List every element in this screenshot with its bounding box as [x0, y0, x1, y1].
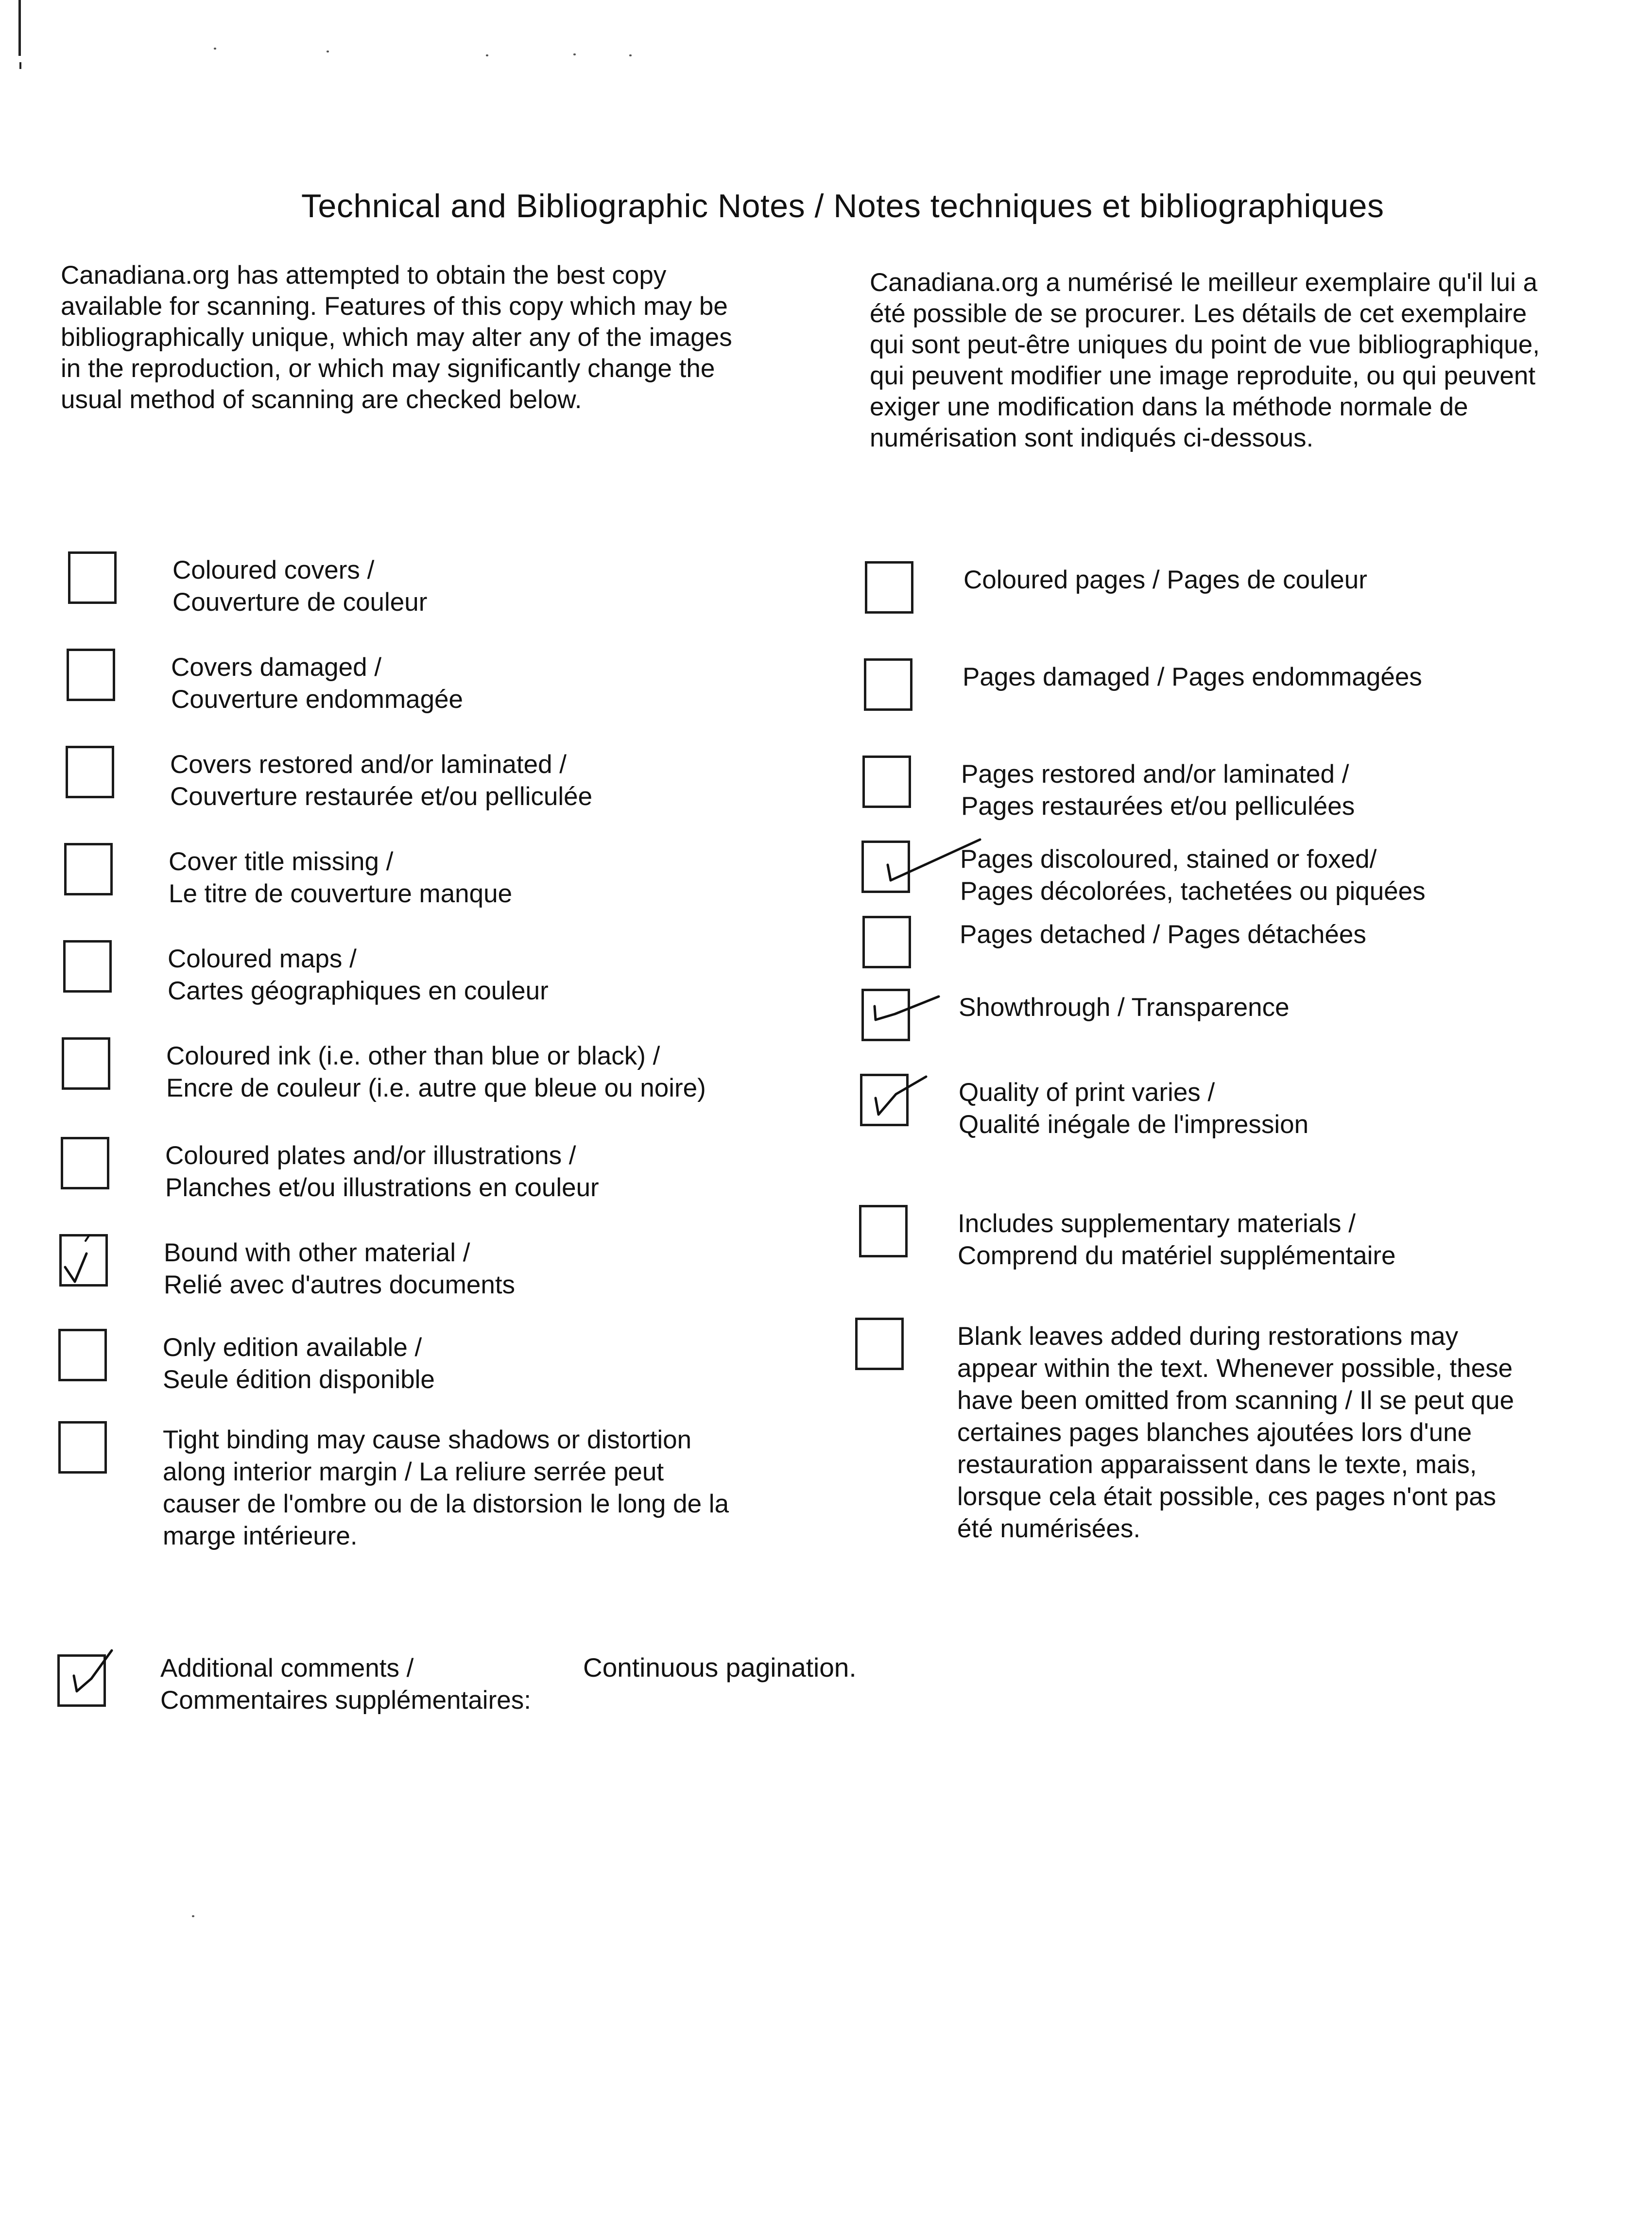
checklist-label: Coloured ink (i.e. other than blue or black) / Encre de couleur (i.e. autre que bleue ou noire) — [166, 1042, 706, 1102]
checkbox[interactable] — [68, 551, 117, 604]
checkmark-icon — [859, 831, 970, 899]
checkbox[interactable] — [855, 1318, 904, 1370]
checklist-label: Includes supplementary materials / Comprend du matériel supplémentaire — [958, 1209, 1396, 1270]
checklist-label: Pages discoloured, stained or foxed/ Pages décolorées, tachetées ou piquées — [960, 845, 1426, 906]
checklist-label: Coloured plates and/or illustrations / Planches et/ou illustrations en couleur — [165, 1141, 599, 1202]
scan-edge-mark — [19, 62, 21, 69]
checklist-label: Blank leaves added during restorations may appear within the text. Whenever possible, these have been omitted from scanning / Il se peut que certaines pages blanches ajoutées lors d'une restauration apparaissent dans le texte, mais, lorsque cela était possible, ces pages n'ont pas été numérisées. — [957, 1322, 1514, 1543]
scan-speck — [192, 1915, 194, 1917]
checklist-label: Covers damaged / Couverture endommagée — [171, 653, 464, 714]
page-title: Technical and Bibliographic Notes / Notes techniques et bibliographiques — [301, 188, 1384, 224]
checkbox[interactable] — [67, 649, 115, 701]
checkbox[interactable] — [862, 756, 911, 808]
scan-speck — [214, 48, 216, 50]
checklist-label: Quality of print varies / Qualité inégale de l'impression — [959, 1078, 1309, 1139]
checkmark-icon — [54, 1645, 127, 1713]
checklist-label: Showthrough / Transparence — [959, 993, 1290, 1022]
checklist-label: Cover title missing / Le titre de couverture manque — [169, 847, 513, 908]
checklist-label: Only edition available / Seule édition disponible — [163, 1333, 435, 1394]
checkbox[interactable] — [864, 658, 912, 711]
intro-english: Canadiana.org has attempted to obtain the best copy available for scanning. Features of this copy which may be bibliographically unique, which may alter any of the images in the reproduction, or which may significantly change the usual method of scanning are checked below. — [61, 261, 732, 414]
checklist-label: Tight binding may cause shadows or distortion along interior margin / La reliure serrée peut causer de l'ombre ou de la distorsion le long de la marge intérieure. — [163, 1425, 729, 1550]
checkbox[interactable] — [66, 746, 114, 798]
checkbox[interactable] — [62, 1037, 110, 1090]
checklist-label: Pages detached / Pages détachées — [960, 920, 1366, 949]
checkbox[interactable] — [61, 1137, 109, 1189]
checkbox[interactable] — [58, 1421, 107, 1474]
scan-speck — [486, 54, 488, 56]
checklist-label: Pages restored and/or laminated / Pages restaurées et/ou pelliculées — [961, 760, 1355, 821]
additional-comments-label: Additional comments / Commentaires supplémentaires: — [160, 1654, 531, 1715]
additional-comments-value: Continuous pagination. — [583, 1652, 857, 1683]
checkbox[interactable] — [865, 561, 913, 614]
checkmark-icon — [859, 979, 946, 1047]
checklist-label: Coloured maps / Cartes géographiques en couleur — [168, 944, 549, 1005]
checkmark-icon — [857, 1064, 940, 1132]
checkbox[interactable] — [63, 940, 112, 993]
scan-speck — [573, 53, 576, 55]
checkbox[interactable] — [862, 916, 911, 968]
scan-speck — [327, 51, 329, 52]
checklist-label: Coloured pages / Pages de couleur — [964, 566, 1367, 594]
intro-french: Canadiana.org a numérisé le meilleur exemplaire qu'il lui a été possible de se procurer. Les détails de cet exemplaire qui sont peut-être uniques du point de vue bibliographique, qui peuvent modifier une image reproduite, ou qui peuvent exiger une modification dans la méthode normale de numérisation sont indiqués ci-dessous. — [870, 268, 1540, 452]
scan-speck — [629, 54, 632, 56]
checkbox[interactable] — [859, 1205, 908, 1257]
checkmark-icon — [56, 1224, 129, 1292]
checkbox[interactable] — [58, 1329, 107, 1381]
checklist-label: Bound with other material / Relié avec d'autres documents — [164, 1238, 516, 1299]
checklist-label: Pages damaged / Pages endommagées — [963, 663, 1422, 691]
checkbox[interactable] — [64, 843, 113, 895]
scan-edge-mark — [18, 0, 21, 56]
checklist-label: Coloured covers / Couverture de couleur — [172, 556, 428, 617]
checklist-label: Covers restored and/or laminated / Couverture restaurée et/ou pelliculée — [170, 750, 593, 811]
